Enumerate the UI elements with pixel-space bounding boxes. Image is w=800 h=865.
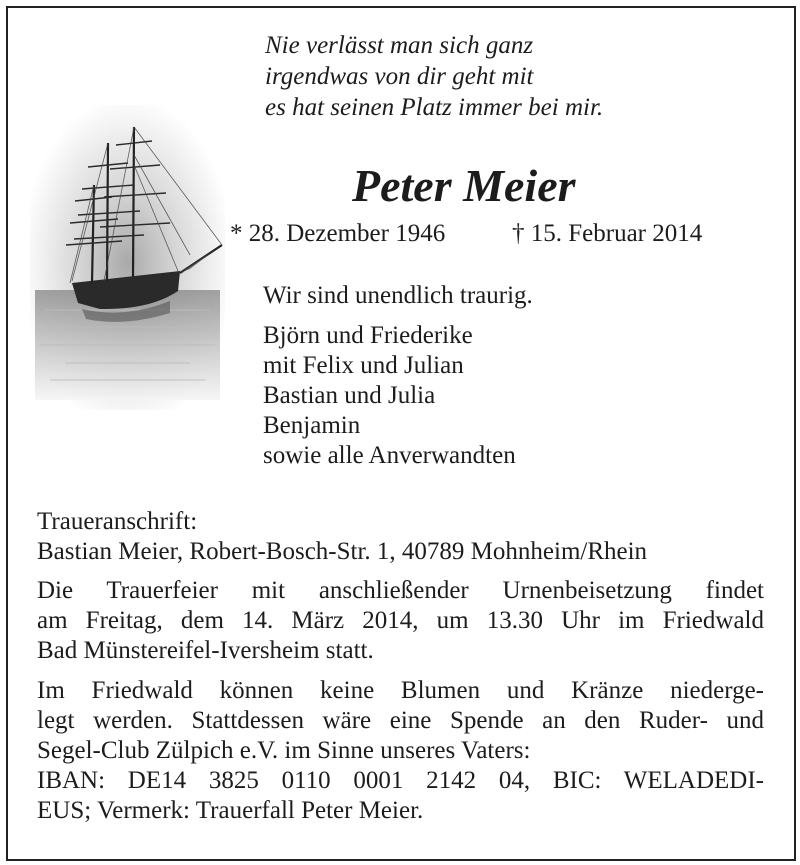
memorial-poem	[265, 30, 603, 123]
address-value: Bastian Meier, Robert-Bosch-Str. 1, 40789 Mohnheim/Rhein	[37, 538, 648, 565]
deceased-name: Peter Meier	[352, 160, 576, 211]
donation-line: legt werden. Stattdessen wäre eine Spende an den Ruder- und	[37, 707, 764, 734]
ceremony-line: Bad Münstereifel-Iversheim statt.	[37, 637, 374, 664]
mourners-intro: Wir sind unendlich traurig.	[263, 282, 533, 309]
mourner-name: mit Felix und Julian	[263, 352, 464, 379]
poem-line: Nie verlässt man sich ganz	[265, 32, 534, 59]
mourners-list	[263, 281, 533, 471]
death-date: † 15. Februar 2014	[512, 220, 703, 247]
mourner-name: sowie alle Anverwandten	[263, 442, 516, 469]
ceremony-line: am Freitag, dem 14. März 2014, um 13.30 Uhr im Friedwald	[37, 607, 764, 634]
mourner-name: Benjamin	[263, 412, 361, 439]
ceremony-line: Die Trauerfeier mit anschließender Urnenbeisetzung findet	[37, 577, 764, 604]
mourner-name: Bastian und Julia	[263, 382, 436, 409]
poem-line: es hat seinen Platz immer bei mir.	[265, 94, 604, 121]
mourning-address	[37, 507, 764, 567]
birth-date: * 28. Dezember 1946	[230, 220, 446, 247]
donation-line: Segel-Club Zülpich e.V. im Sinne unseres Vaters:	[37, 737, 531, 764]
mourner-name: Björn und Friederike	[263, 322, 473, 349]
address-label: Traueranschrift:	[37, 508, 198, 535]
donation-line: EUS; Vermerk: Trauerfall Peter Meier.	[37, 797, 424, 824]
donation-paragraph	[37, 676, 764, 826]
donation-line: Im Friedwald können keine Blumen und Kränze niederge-	[37, 677, 764, 704]
donation-line: IBAN: DE14 3825 0110 0001 2142 04, BIC: WELADEDI-	[37, 767, 764, 794]
poem-line: irgendwas von dir geht mit	[265, 63, 534, 90]
sailing-ship-icon	[30, 105, 225, 410]
ceremony-paragraph	[37, 576, 764, 666]
